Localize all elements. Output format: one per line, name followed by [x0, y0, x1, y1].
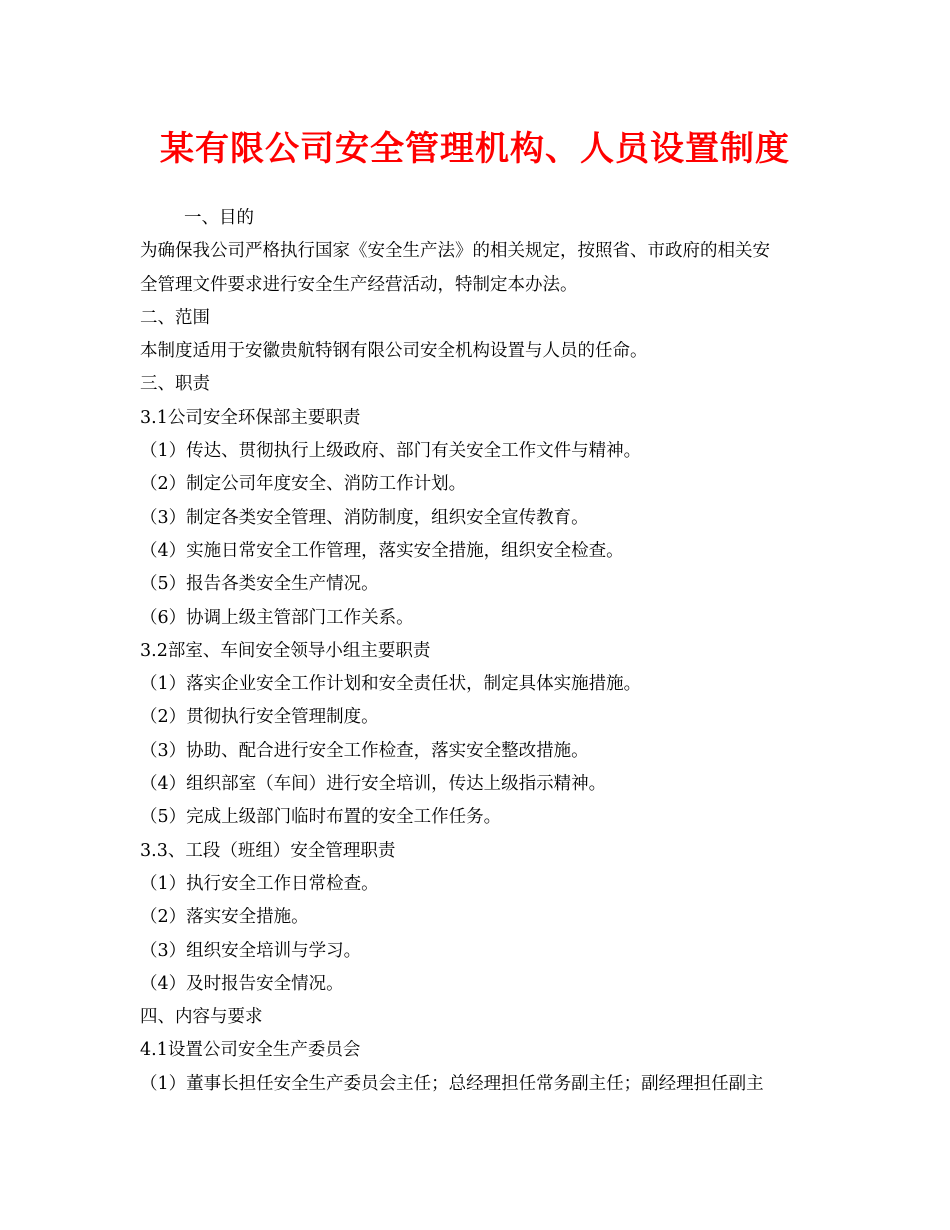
- list-item: （2）落实安全措施。: [140, 907, 309, 928]
- document-title: 某有限公司安全管理机构、人员设置制度: [160, 129, 790, 169]
- list-item: （4）实施日常安全工作管理，落实安全措施，组织安全检查。: [140, 540, 624, 561]
- subsection-heading: 3.1公司安全环保部主要职责: [140, 407, 361, 428]
- list-item: （1）董事长担任安全生产委员会主任；总经理担任常务副主任；副经理担任副主: [140, 1073, 764, 1094]
- list-item: （1）执行安全工作日常检查。: [140, 873, 379, 894]
- section-heading-duties: 三、职责: [140, 374, 210, 395]
- list-item: （5）报告各类安全生产情况。: [140, 574, 379, 595]
- section-heading-content: 四、内容与要求: [140, 1007, 263, 1028]
- document-body: [140, 202, 820, 1101]
- subsection-heading: 3.3、工段（班组）安全管理职责: [140, 840, 396, 861]
- paragraph-line: 本制度适用于安徽贵航特钢有限公司安全机构设置与人员的任命。: [140, 341, 648, 362]
- list-item: （3）组织安全培训与学习。: [140, 940, 362, 961]
- list-item: （3）制定各类安全管理、消防制度，组织安全宣传教育。: [140, 507, 589, 528]
- list-item: （1）传达、贯彻执行上级政府、部门有关安全工作文件与精神。: [140, 441, 642, 462]
- subsection-heading: 4.1设置公司安全生产委员会: [140, 1040, 361, 1061]
- list-item: （2）贯彻执行安全管理制度。: [140, 707, 379, 728]
- section-heading-scope: 二、范围: [140, 307, 210, 328]
- list-item: （5）完成上级部门临时布置的安全工作任务。: [140, 807, 502, 828]
- list-item: （2）制定公司年度安全、消防工作计划。: [140, 474, 467, 495]
- section-heading-purpose: 一、目的: [184, 208, 254, 228]
- list-item: （4）组织部室（车间）进行安全培训，传达上级指示精神。: [140, 774, 607, 795]
- list-item: （4）及时报告安全情况。: [140, 973, 344, 994]
- paragraph-line: 为确保我公司严格执行国家《安全生产法》的相关规定，按照省、市政府的相关安: [140, 241, 770, 262]
- subsection-heading: 3.2部室、车间安全领导小组主要职责: [140, 640, 431, 661]
- list-item: （3）协助、配合进行安全工作检查，落实安全整改措施。: [140, 740, 589, 761]
- list-item: （6）协调上级主管部门工作关系。: [140, 607, 414, 628]
- list-item: （1）落实企业安全工作计划和安全责任状，制定具体实施措施。: [140, 674, 642, 695]
- paragraph-line: 全管理文件要求进行安全生产经营活动，特制定本办法。: [140, 274, 578, 295]
